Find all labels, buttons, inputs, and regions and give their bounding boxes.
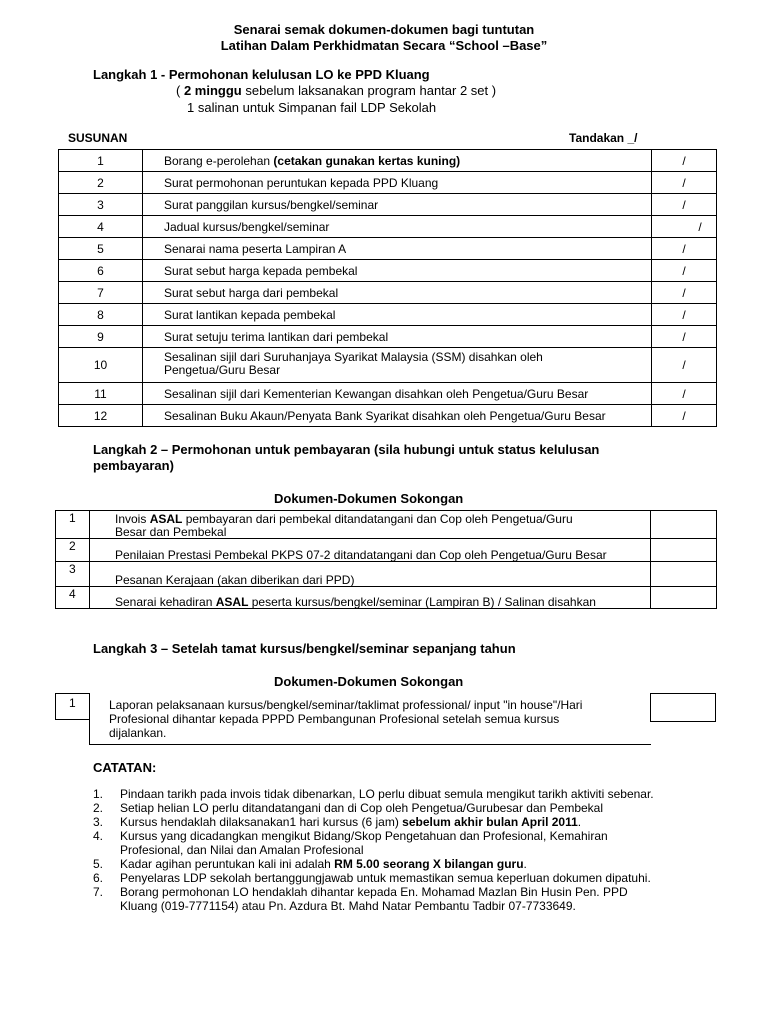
row-description [142, 325, 652, 348]
row-number: 10 [58, 347, 143, 383]
row-description-bold: (cetakan gunakan kertas kuning) [273, 154, 461, 168]
row-description-text: Surat setuju terima lantikan dari pembekal [164, 330, 389, 344]
row-description [142, 149, 652, 172]
row-description-text: Sesalinan sijil dari Kementerian Kewangan disahkan oleh Pengetua/Guru Besar [164, 387, 589, 401]
note-text-line2: Kluang (019-7771154) atau Pn. Azdura Bt. Mahd Natar Pembantu Tadbir 07-7733649. [120, 898, 576, 913]
row-tick-mark: / [651, 404, 717, 427]
langkah3-checkbox [650, 693, 716, 722]
row-description-text: Senarai nama peserta Lampiran A [164, 242, 347, 256]
row-description [142, 281, 652, 304]
row-tick-mark: / [651, 149, 717, 172]
row-description-text: Surat permohonan peruntukan kepada PPD Kluang [164, 176, 439, 190]
row-description [142, 303, 652, 326]
langkah3-row-text-line1: Laporan pelaksanaan kursus/bengkel/seminar/taklimat professional/ input "in house"/Hari [109, 698, 583, 712]
document-row-checkbox [650, 561, 717, 587]
document-row-description [89, 586, 651, 609]
row-number: 1 [58, 149, 143, 172]
langkah2-heading-line1: Langkah 2 – Permohonan untuk pembayaran (sila hubungi untuk status kelulusan [93, 442, 600, 457]
row-tick-mark: / [651, 325, 717, 348]
row-description [142, 215, 652, 238]
note-text: Kursus hendaklah dilaksanakan1 hari kursus (6 jam) sebelum akhir bulan April 2011. [120, 815, 582, 829]
document-row-line2: Besar dan Pembekal [115, 525, 227, 539]
note-number: 5. [93, 857, 104, 871]
row-description-text: Surat panggilan kursus/bengkel/seminar [164, 198, 379, 212]
langkah2-subheading: Dokumen-Dokumen Sokongan [274, 491, 464, 506]
row-tick-mark: / [651, 193, 717, 216]
row-tick-mark: / [651, 171, 717, 194]
row-description [142, 382, 652, 405]
langkah3-heading: Langkah 3 – Setelah tamat kursus/bengkel/seminar sepanjang tahun [93, 641, 516, 656]
row-description [142, 171, 652, 194]
document-row-line1: Penilaian Prestasi Pembekal PKPS 07-2 ditandatangani dan Cop oleh Pengetua/Guru Besar [115, 548, 607, 562]
row-tick-mark: / [651, 303, 717, 326]
note-text: Kadar agihan peruntukan kali ini adalah RM 5.00 seorang X bilangan guru. [120, 857, 527, 871]
row-number: 5 [58, 237, 143, 260]
note-text: Penyelaras LDP sekolah bertanggungjawab untuk memastikan semua keperluan dokumen dipatuhi. [120, 871, 651, 885]
document-row-line1: Pesanan Kerajaan (akan diberikan dari PPD) [115, 573, 355, 587]
note-number: 3. [93, 815, 104, 829]
langkah1-subtitle: ( 2 minggu sebelum laksanakan program hantar 2 set ) [176, 83, 497, 98]
row-number: 12 [58, 404, 143, 427]
document-row-description [89, 538, 651, 562]
row-description [142, 347, 652, 383]
row-number: 11 [58, 382, 143, 405]
row-tick-mark: / [651, 259, 717, 282]
document-row-line1: Invois ASAL pembayaran dari pembekal ditandatangani dan Cop oleh Pengetua/Guru [115, 512, 573, 526]
row-tick-mark: / [651, 215, 717, 238]
document-row-checkbox [650, 586, 717, 609]
document-row-number: 1 [55, 510, 90, 539]
document-row-checkbox [650, 538, 717, 562]
row-description-text: Borang e-perolehan [164, 154, 274, 168]
row-number: 3 [58, 193, 143, 216]
row-description [142, 193, 652, 216]
langkah3-row-text-line2: Profesional dihantar kepada PPPD Pembangunan Profesional setelah semua kursus [109, 712, 560, 726]
document-row-description [89, 561, 651, 587]
row-description [142, 237, 652, 260]
row-number: 4 [58, 215, 143, 238]
row-description-text: Surat sebut harga dari pembekal [164, 286, 339, 300]
row-description [142, 404, 652, 427]
row-description-text: Surat lantikan kepada pembekal [164, 308, 336, 322]
document-title-line2: Latihan Dalam Perkhidmatan Secara “School –Base” [220, 38, 548, 53]
langkah3-subheading: Dokumen-Dokumen Sokongan [274, 674, 464, 689]
note-number: 4. [93, 829, 104, 843]
document-row-number: 4 [55, 586, 90, 609]
row-description-line1: Sesalinan sijil dari Suruhanjaya Syarikat Malaysia (SSM) disahkan oleh [164, 350, 543, 364]
catatan-heading: CATATAN: [93, 760, 157, 775]
note-text: Pindaan tarikh pada invois tidak dibenarkan, LO perlu dibuat semula mengikut tarikh aktiviti sebenar. [120, 787, 654, 801]
langkah2-heading-line2: pembayaran) [93, 458, 174, 473]
langkah1-subtitle2: 1 salinan untuk Simpanan fail LDP Sekolah [187, 100, 437, 115]
row-number: 7 [58, 281, 143, 304]
note-text: Kursus yang dicadangkan mengikut Bidang/Skop Pengetahuan dan Profesional, Kemahiran Profesional, dan Nilai dan Amalan Profesional [120, 829, 608, 857]
note-text: Borang permohonan LO hendaklah dihantar kepada En. Mohamad Mazlan Bin Husin Pen. PPD Kluang (019-7771154) atau Pn. Azdura Bt. Mahd Natar Pembantu Tadbir 07-7733649. [120, 885, 628, 913]
row-description-line2: Pengetua/Guru Besar [164, 363, 281, 377]
row-description-text: Surat sebut harga kepada pembekal [164, 264, 358, 278]
column-header-susunan: SUSUNAN [68, 131, 128, 145]
row-tick-mark: / [651, 237, 717, 260]
document-title-line1: Senarai semak dokumen-dokumen bagi tuntutan [233, 22, 535, 37]
row-tick-mark: / [651, 281, 717, 304]
row-tick-mark: / [651, 382, 717, 405]
row-number: 8 [58, 303, 143, 326]
note-number: 1. [93, 787, 104, 801]
row-description-text: Jadual kursus/bengkel/seminar [164, 220, 330, 234]
row-description [142, 259, 652, 282]
note-number: 7. [93, 885, 104, 899]
row-number: 2 [58, 171, 143, 194]
langkah1-heading: Langkah 1 - Permohonan kelulusan LO ke PPD Kluang [93, 67, 430, 82]
document-row-number: 3 [55, 561, 90, 587]
langkah3-row-text-line3: dijalankan. [109, 726, 167, 740]
row-description-text: Sesalinan Buku Akaun/Penyata Bank Syarikat disahkan oleh Pengetua/Guru Besar [164, 409, 606, 423]
document-row-line1: Senarai kehadiran ASAL peserta kursus/bengkel/seminar (Lampiran B) / Salinan disahkan [115, 595, 596, 609]
langkah3-row-number: 1 [69, 696, 76, 710]
column-header-tandakan: Tandakan _/ [569, 131, 638, 145]
note-text-line2: Profesional, dan Nilai dan Amalan Profesional [120, 842, 364, 857]
row-number: 9 [58, 325, 143, 348]
document-row-number: 2 [55, 538, 90, 562]
note-number: 2. [93, 801, 104, 815]
note-text: Setiap helian LO perlu ditandatangani dan di Cop oleh Pengetua/Gurubesar dan Pembekal [120, 801, 604, 815]
row-number: 6 [58, 259, 143, 282]
note-number: 6. [93, 871, 104, 885]
row-tick-mark: / [651, 347, 717, 383]
document-row-checkbox [650, 510, 717, 539]
document-row-description [89, 510, 651, 539]
